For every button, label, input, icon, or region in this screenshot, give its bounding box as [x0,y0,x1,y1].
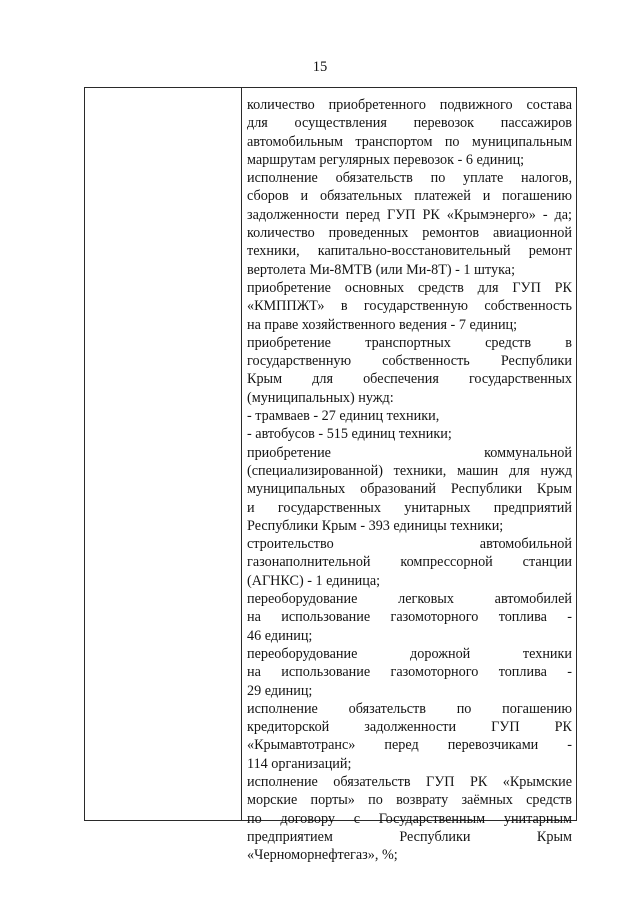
text-line: для осуществления перевозок пассажиров [247,115,572,132]
text-line: количество приобретенного подвижного состава [247,97,572,113]
text-line: строительство автомобильной [247,536,572,553]
text-line: морские порты» по возврату заёмных средств [247,792,572,809]
text-line: исполнение обязательств ГУП РК «Крымские [247,773,572,790]
text-line: приобретение транспортных средств в [247,334,572,351]
text-line: (муниципальных) нужд: [247,389,394,406]
right-column-cell [247,96,572,864]
text-line: газонаполнительной компрессорной станции [247,554,572,571]
text-line: кредиторской задолженности ГУП РК [247,719,572,736]
text-line: и государственных унитарных предприятий [247,499,572,516]
text-line: муниципальных образований Республики Крым [247,481,572,498]
text-line: «КМППЖТ» в государственную собственность [247,298,572,315]
text-line: маршрутам регулярных перевозок - 6 единиц; [247,151,525,168]
text-line: (АГНКС) - 1 единица; [247,572,381,589]
text-line: на праве хозяйственного ведения - 7 единиц; [247,316,518,333]
text-line: исполнение обязательств по уплате налогов, [247,170,572,187]
text-line: - трамваев - 27 единиц техники, [247,408,440,425]
text-line: «Черноморнефтегаз», %; [247,847,398,864]
text-line: по договору с Государственным унитарным [247,810,572,827]
text-line: на использование газомоторного топлива - [247,609,572,626]
text-line: 114 организаций; [247,755,352,772]
text-line: государственную собственность Республики [247,353,572,370]
text-line: (специализированной) техники, машин для нужд [247,462,572,479]
text-line: 29 единиц; [247,682,313,699]
text-line: приобретение основных средств для ГУП РК [247,279,572,296]
text-line: «Крымавтотранс» перед перевозчиками - [247,737,572,754]
text-line: сборов и обязательных платежей и погашению [247,188,572,205]
text-line: Крым для обеспечения государственных [247,371,572,388]
column-divider [241,87,242,821]
text-line: приобретение коммунальной [247,444,572,461]
text-line: автомобильным транспортом по муниципальным [247,133,572,150]
text-line: исполнение обязательств по погашению [247,700,572,717]
text-line: предприятием Республики Крым [247,828,572,845]
text-line: - автобусов - 515 единиц техники; [247,426,452,443]
text-line: техники, капитально-восстановительный ремонт [247,243,572,260]
text-line: переоборудование легковых автомобилей [247,591,572,608]
page-number: 15 [312,59,328,75]
text-line: переоборудование дорожной техники [247,645,572,662]
text-line: Республики Крым - 393 единицы техники; [247,517,504,534]
text-line: 46 единиц; [247,627,313,644]
text-line: задолженности перед ГУП РК «Крымэнерго» - да; [247,206,572,223]
text-line: вертолета Ми-8МТВ (или Ми-8Т) - 1 штука; [247,261,516,278]
text-line: количество проведенных ремонтов авиационной [247,225,572,242]
text-line: на использование газомоторного топлива - [247,664,572,681]
left-column-cell [85,88,241,820]
